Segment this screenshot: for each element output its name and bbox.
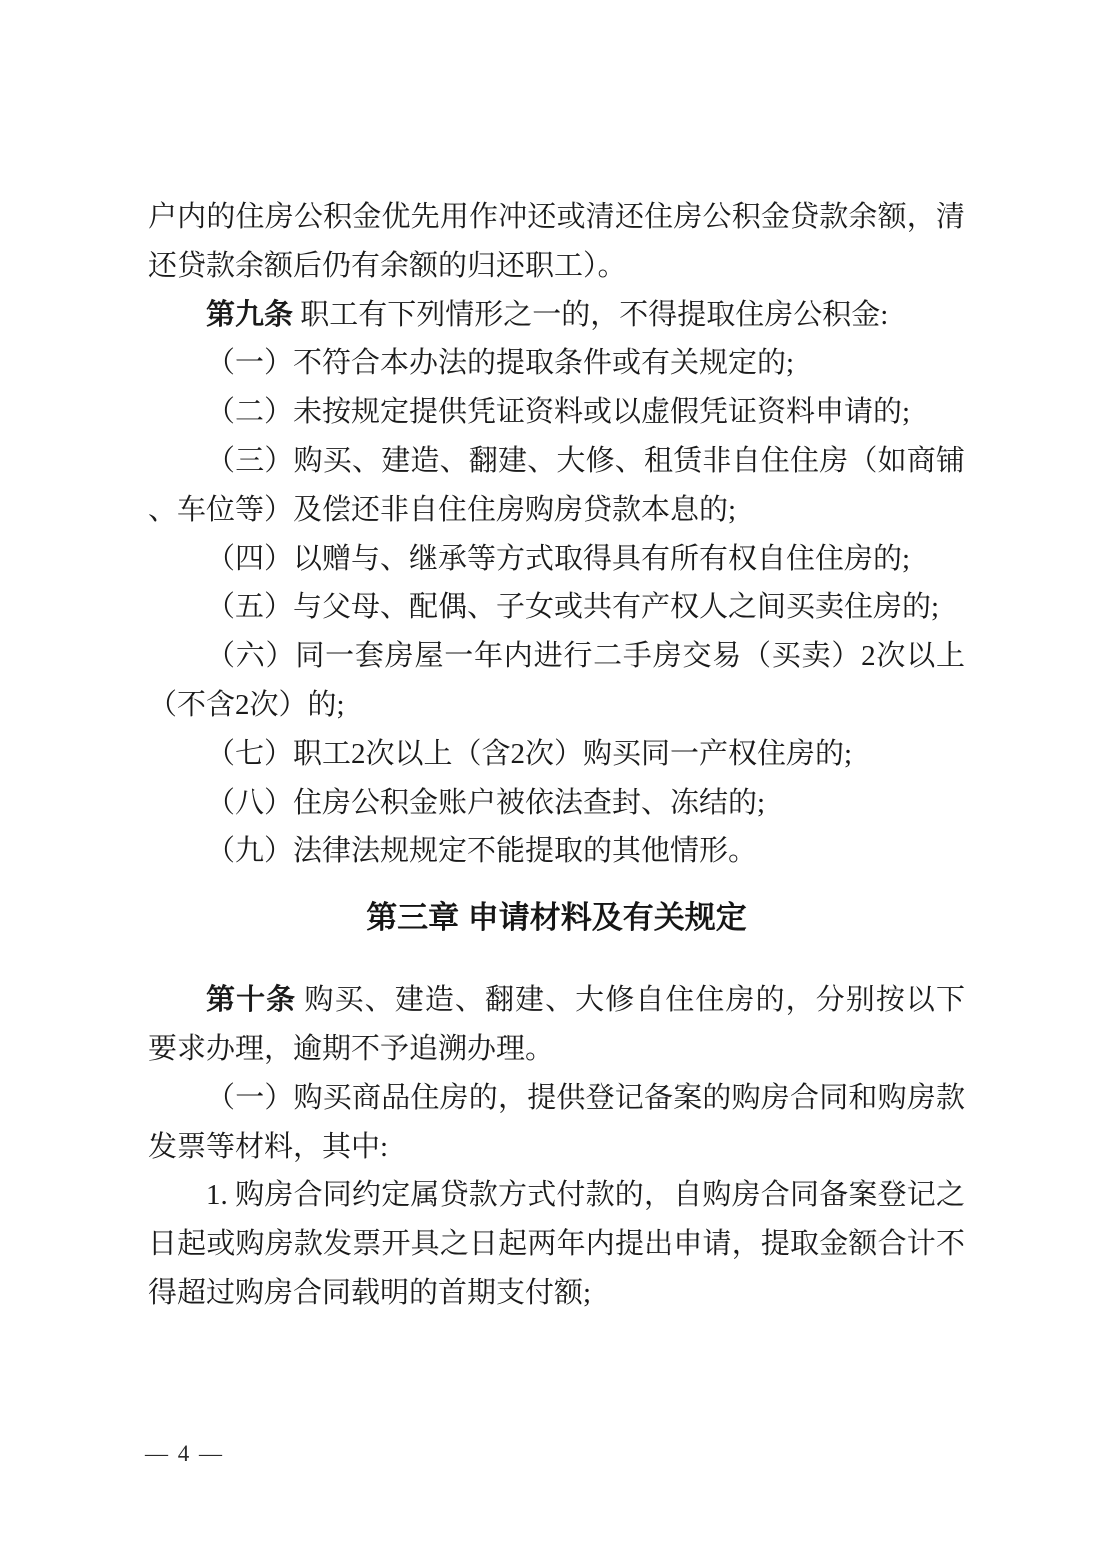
line-text: 购买、建造、翻建、大修自住住房的，分别按以下 (296, 984, 965, 1017)
line-text: 职工有下列情形之一的，不得提取住房公积金: (293, 298, 889, 331)
body-line: 日起或购房款发票开具之日起两年内提出申请，提取金额合计不 (148, 1228, 965, 1261)
article-number: 第十条 (206, 984, 297, 1017)
body-line: （九）法律法规规定不能提取的其他情形。 (206, 835, 758, 868)
body-line: 户内的住房公积金优先用作冲还或清还住房公积金贷款余额，清 (148, 201, 965, 233)
body-line: 、车位等）及偿还非自住住房购房贷款本息的; (148, 493, 737, 526)
body-line: （八）住房公积金账户被依法查封、冻结的; (206, 786, 766, 819)
body-line: （七）职工2次以上（含2次）购买同一产权住房的; (206, 737, 853, 770)
document-body (148, 193, 965, 1318)
body-line: （二）未按规定提供凭证资料或以虚假凭证资料申请的; (206, 396, 911, 429)
body-line: 发票等材料，其中: (148, 1130, 389, 1163)
chapter-heading: 第三章 申请材料及有关规定 (366, 900, 747, 936)
article-number: 第九条 (206, 298, 294, 331)
body-line: 还贷款余额后仍有余额的归还职工）。 (148, 249, 627, 282)
body-line (148, 291, 965, 340)
body-line (148, 976, 965, 1025)
body-line: （一）购买商品住房的，提供登记备案的购房合同和购房款 (206, 1081, 965, 1114)
body-line: （五）与父母、配偶、子女或共有产权人之间买卖住房的; (206, 591, 940, 624)
page-number: — 4 — (145, 1441, 224, 1466)
body-line: （六）同一套房屋一年内进行二手房交易（买卖）2次以上 (206, 640, 965, 673)
body-line: （四）以赠与、继承等方式取得具有所有权自住住房的; (206, 542, 911, 575)
body-line: 得超过购房合同载明的首期支付额; (148, 1276, 592, 1309)
body-line: 1. 购房合同约定属贷款方式付款的，自购房合同备案登记之 (206, 1179, 965, 1212)
body-line: 要求办理，逾期不予追溯办理。 (148, 1032, 555, 1065)
chapter-body (148, 976, 965, 1318)
body-line: （一）不符合本办法的提取条件或有关规定的; (206, 347, 795, 380)
body-line: （不含2次）的; (148, 688, 345, 721)
body-line: （三）购买、建造、翻建、大修、租赁非自住住房（如商铺 (206, 444, 965, 477)
